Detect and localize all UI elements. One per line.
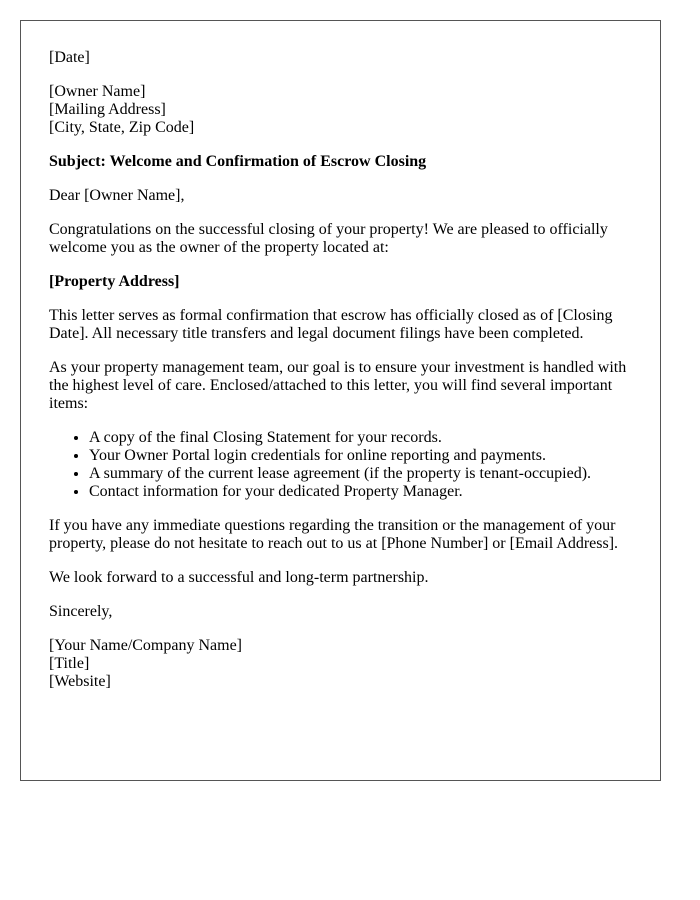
signature-website: [Website] — [49, 673, 111, 690]
list-item: • A copy of the final Closing Statement for your records. — [89, 429, 632, 447]
recipient-city: [City, State, Zip Code] — [49, 119, 195, 136]
closing-paragraph: We look forward to a successful and long-term partnership. — [49, 569, 429, 586]
signature-title: [Title] — [49, 655, 90, 672]
list-item: • A summary of the current lease agreement (if the property is tenant-occupied). — [89, 465, 632, 483]
letter — [20, 20, 661, 781]
date: [Date] — [49, 49, 90, 66]
list-item: • Contact information for your dedicated Property Manager. — [89, 483, 632, 501]
enclosures-list — [49, 429, 632, 501]
property-address: [Property Address] — [49, 273, 180, 290]
salutation: Dear [Owner Name], — [49, 187, 185, 204]
subject-line: Subject: Welcome and Confirmation of Escrow Closing — [49, 153, 427, 170]
recipient-address: [Mailing Address] — [49, 101, 166, 118]
questions-paragraph: If you have any immediate questions regarding the transition or the management of your property, please do not hesitate to reach out to us at [Phone Number] or [Email Address]. — [49, 517, 619, 552]
signature-block — [49, 637, 632, 691]
intro-paragraph: Congratulations on the successful closing of your property! We are pleased to officially welcome you as the owner of the property located at: — [49, 221, 608, 256]
list-item: • Your Owner Portal login credentials for online reporting and payments. — [89, 447, 632, 465]
confirmation-paragraph: This letter serves as formal confirmation that escrow has officially closed as of [Closing Date]. All necessary title transfers and legal document filings have been completed. — [49, 307, 613, 342]
signature-name: [Your Name/Company Name] — [49, 637, 243, 654]
team-paragraph: As your property management team, our goal is to ensure your investment is handled with the highest level of care. Enclosed/attached to this letter, you will find several important items: — [49, 359, 627, 412]
recipient-name: [Owner Name] — [49, 83, 146, 100]
signoff: Sincerely, — [49, 603, 113, 620]
recipient-block — [49, 83, 632, 137]
